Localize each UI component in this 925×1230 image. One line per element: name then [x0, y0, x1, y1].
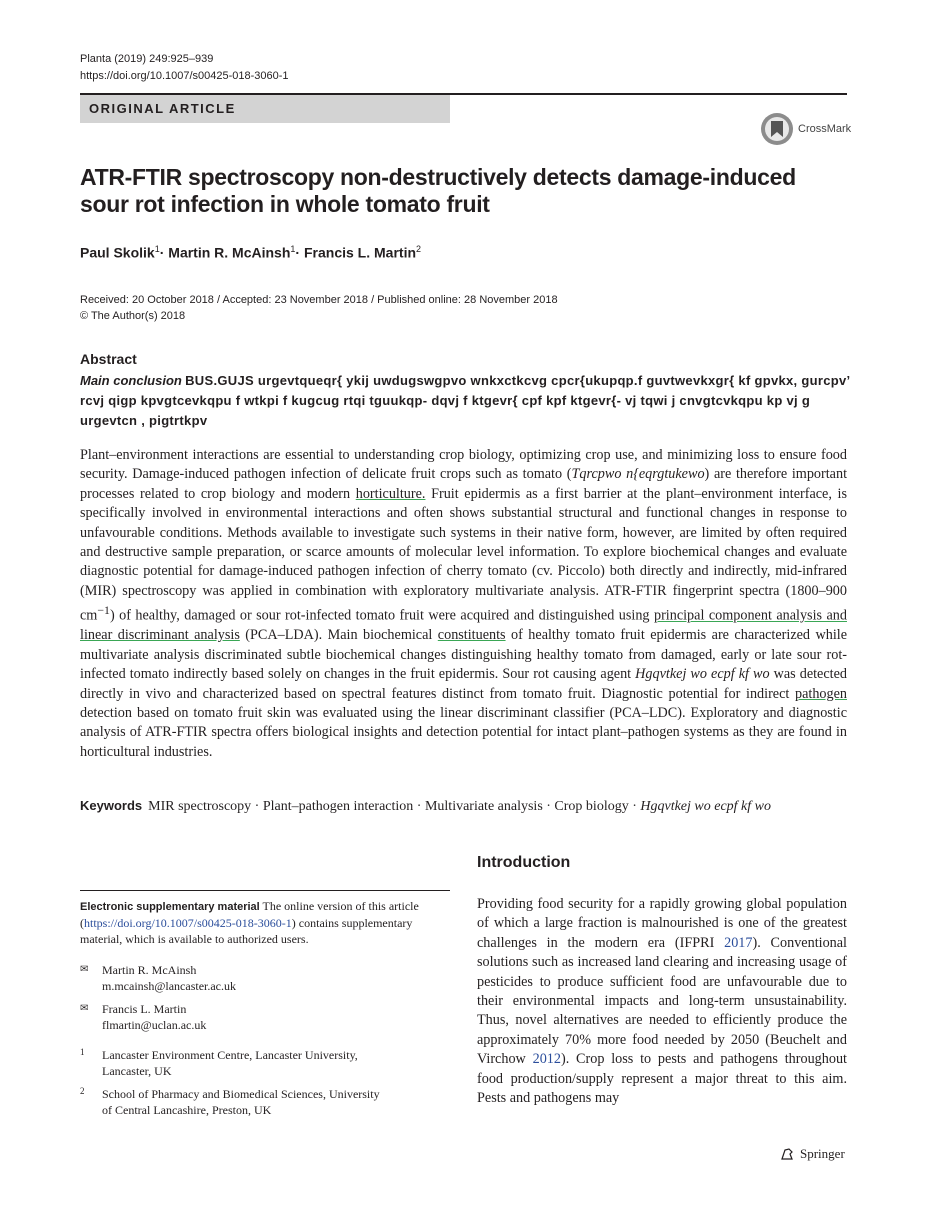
intro-text: Providing food security for a rapidly growing global population of which a large fraction is malnourished is one of the greatest challenges in the modern era (IFPRI [477, 896, 847, 951]
publisher-logo [780, 1146, 845, 1162]
abstract-text: ) are therefore important processes related to crop biology and modern [80, 466, 848, 502]
esm-text: The online version of this article ( [80, 899, 419, 930]
affiliation-line: School of Pharmacy and Biomedical Sciences, University [102, 1087, 380, 1101]
journal-citation: Planta (2019) 249:925–939 [80, 53, 214, 65]
crossmark-badge[interactable] [760, 112, 851, 146]
crossmark-icon [760, 112, 794, 146]
main-conclusion-label: Main conclusion [80, 373, 182, 388]
glossary-link[interactable]: horticulture. [355, 485, 426, 502]
footnote-rule [80, 890, 450, 891]
author-affiliation-mark: 1 [290, 244, 296, 254]
keywords-label: Keywords [80, 798, 143, 813]
affiliation-line: Lancaster Environment Centre, Lancaster University, [102, 1048, 358, 1062]
keywords [80, 798, 771, 815]
keywords-list: MIR spectroscopy · Plant–pathogen interaction · Multivariate analysis · Crop biology · [148, 799, 641, 814]
abstract-text: ) of healthy, damaged or sour rot-infected tomato fruit were acquired and distinguished using [109, 607, 654, 624]
species-name: Hgqvtkej wo ecpf kf wo [635, 666, 770, 683]
abstract-body [80, 446, 847, 762]
affiliation-line: of Central Lancashire, Preston, UK [102, 1103, 272, 1117]
author-affiliation-mark: 1 [154, 244, 160, 254]
intro-text: ). Crop loss to pests and pathogens throughout food production/supply represent a major threat to this aim. Pests and pathogens may [477, 1051, 847, 1107]
esm-label: Electronic supplementary material [80, 901, 260, 913]
publisher-name: Springer [800, 1146, 845, 1161]
abstract-text: (PCA–LDA). Main biochemical [239, 627, 438, 644]
glossary-link[interactable]: principal component analysis and linear discriminant analysis [80, 607, 847, 644]
introduction-heading: Introduction [477, 854, 571, 871]
copyright: © The Author(s) 2018 [80, 310, 186, 322]
publication-dates [80, 292, 558, 324]
doi-link[interactable]: https://doi.org/10.1007/s00425-018-3060-1 [80, 70, 289, 82]
main-conclusion-text: BUS.GUJS urgevtqueqr{ ykij uwdugswgpvo wnkxctkcvg cpcr{ukupqp.f guvtwevkxgr{ kf gpvkx, gurcpv’ rcvj qigp kpvgtcevkqpu f wtkpi f kugcug rtqi tguukqp- dqvj f ktgevr{ cpf kpf ktgevr{- vj tqwi j cnvgtcvkqpu kp vj g urgevtcn , pigtrtkpv [80, 373, 850, 428]
article-type-banner: ORIGINAL ARTICLE [80, 95, 450, 123]
unit-exponent: −1 [97, 603, 110, 618]
springer-horse-icon [780, 1147, 794, 1161]
glossary-link[interactable]: pathogen [794, 685, 847, 702]
esm-text: ) contains supplementary material, which is available to authorized users. [80, 916, 413, 946]
crossmark-label: CrossMark [798, 123, 852, 135]
author-name[interactable]: Francis L. Martin [303, 244, 417, 261]
species-name: Tqrcpwo n{eqrgtukewo [571, 466, 705, 483]
history-dates: Received: 20 October 2018 / Accepted: 23 November 2018 / Published online: 28 November 2018 [80, 294, 558, 306]
abstract-text: Fruit epidermis as a first barrier at the plant–environment interface, is specifically involved in environmental interactions and often shows substantial structural and functional changes in response to unfavourable conditions. Methods available to investigate such systems in their native form, however, are limited by often required and destructive sample preparation, or scarce amounts of molecular level information. To explore biochemical changes and evaluate diagnostic potential for damage-induced pathogen infection of cherry tomato (cv. Piccolo) both directly and indirectly, mid-infrared (MIR) spectroscopy was applied in combination with exploratory multivariate analysis. ATR-FTIR fingerprint spectra (1800–900 cm [80, 485, 847, 624]
abstract-text: Plant–environment interactions are essential to understanding crop biology, optimizing crop use, and minimizing loss to ensure food security. Damage-induced pathogen infection of delicate fruit crops such as tomato ( [80, 447, 847, 483]
paper-title: ATR-FTIR spectroscopy non-destructively detects damage-induced sour rot infection in whole tomato fruit [80, 164, 796, 217]
author-name[interactable]: Paul Skolik [80, 244, 155, 261]
affiliation-number: 1 [80, 1047, 85, 1057]
email-envelope-icon: ✉ [80, 964, 89, 975]
contact-name: Martin R. McAinsh [102, 963, 197, 977]
contact-name: Francis L. Martin [102, 1002, 187, 1016]
citation-link[interactable]: 2017 [724, 934, 753, 951]
affiliation-number: 2 [80, 1086, 85, 1096]
corresponding-author [80, 962, 450, 994]
corresponding-author [80, 1001, 450, 1033]
supplementary-note [80, 898, 450, 947]
author-affiliation-mark: 2 [416, 244, 422, 254]
main-conclusion [80, 371, 850, 431]
keyword-species: Hgqvtkej wo ecpf kf wo [640, 799, 772, 814]
affiliation-line: Lancaster, UK [102, 1064, 172, 1078]
affiliation [80, 1086, 450, 1118]
abstract-text: was detected directly in vivo and characterized based on spectral features distinct from tomato fruit. Diagnostic potential for indirect [80, 666, 847, 702]
contact-email[interactable]: flmartin@uclan.ac.uk [102, 1018, 207, 1032]
abstract-text: of healthy tomato fruit epidermis are characterized while multivariate analysis discriminated subtle biochemical changes distinguishing healthy tomato from damaged, early or late sour rot-infected tomato indirectly based solely on changes in the fruit epidermis. Sour rot causing agent [80, 627, 848, 683]
introduction-body [477, 895, 847, 1108]
author-list: Paul Skolik$^1$· Martin R. McAinsh$^1$· Francis L. Martin$^2$ [80, 244, 422, 261]
affiliation [80, 1047, 450, 1079]
abstract-text: detection based on tomato fruit skin was evaluated using the linear discriminant classifier (PCA–LDC). Exploratory and diagnostic analysis of ATR-FTIR spectra offers biological insights and detection potential for intact plant–pathogen systems as they are found in horticultural industries. [80, 705, 847, 760]
glossary-link[interactable]: constituents [437, 627, 506, 644]
abstract-heading: Abstract [80, 351, 137, 367]
author-name[interactable]: Martin R. McAinsh [168, 244, 291, 261]
citation-link[interactable]: 2012 [532, 1051, 561, 1068]
esm-link[interactable]: https://doi.org/10.1007/s00425-018-3060-1 [84, 916, 292, 930]
email-envelope-icon: ✉ [80, 1003, 89, 1014]
contact-email[interactable]: m.mcainsh@lancaster.ac.uk [102, 979, 237, 993]
intro-text: ). Conventional solutions such as increased land clearing and increasing usage of pesticides to produce sufficient food are unfavourable due to their environmental impacts and long-term unsustainability. Thus, novel alternatives are needed to efficiently produce the approximately 70% more food needed by 2050 (Beuchelt and Virchow [477, 934, 847, 1068]
